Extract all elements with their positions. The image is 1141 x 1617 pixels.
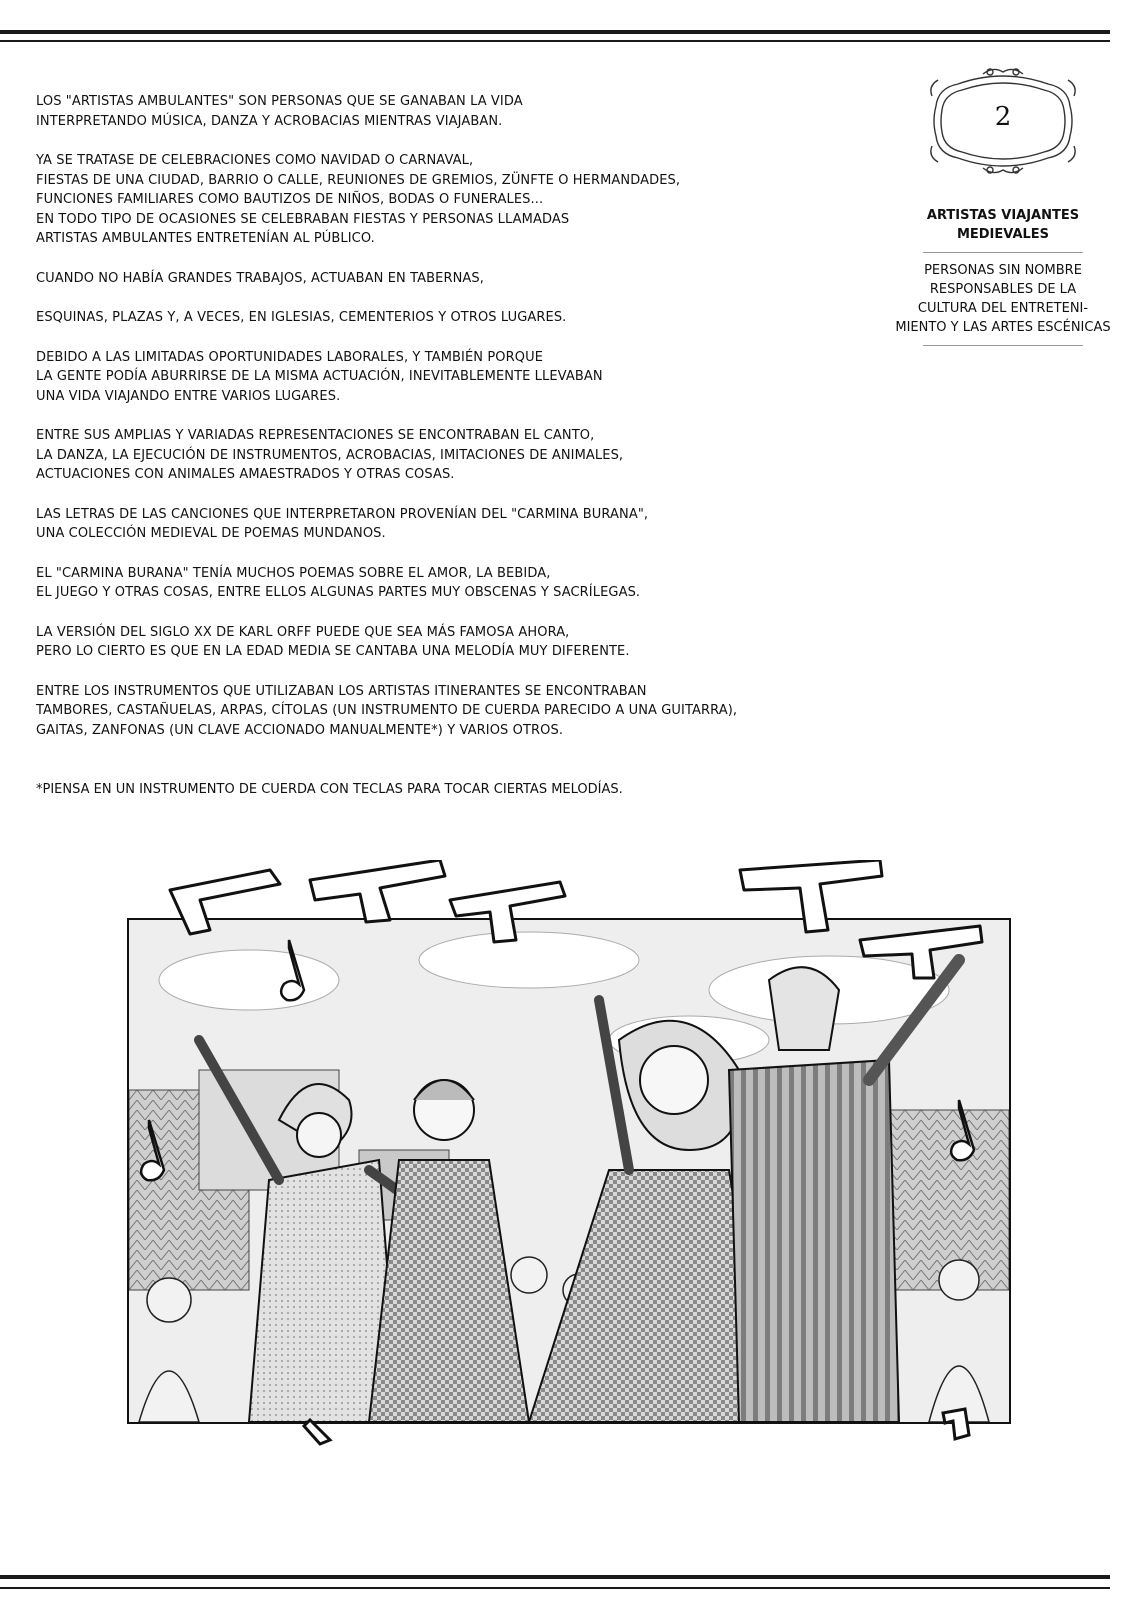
sfx-lettering-top [160,860,1020,980]
paragraph-1: LOS "ARTISTAS AMBULANTES" SON PERSONAS QUE SE GANABAN LA VIDA INTERPRETANDO MÚSICA, DANZA Y ACROBACIAS MIENTRAS VIAJABAN. [36,94,523,129]
paragraph-2: YA SE TRATASE DE CELEBRACIONES COMO NAVIDAD O CARNAVAL, FIESTAS DE UNA CIUDAD, BARRIO O CALLE, REUNIONES DE GREMIOS, ZÜNFTE O HERMANDADES, FUNCIONES FAMILIARES COMO BAUTIZOS DE NIÑOS, BODAS O FUNERALES... EN TODO TIPO DE OCASIONES SE CELEBRABAN FIESTAS Y PERSONAS LLAMADAS ARTISTAS AMBULANTES ENTRETENÍAN AL PÚBLICO. [36,153,681,246]
sfx-lettering-bottom-right [935,1405,995,1445]
sidebar-description: PERSONAS SIN NOMBRE RESPONSABLES DE LA CULTURA DEL ENTRETENI- MIENTO Y LAS ARTES ESCÉNICAS [895,263,1111,335]
paragraph-8: EL "CARMINA BURANA" TENÍA MUCHOS POEMAS SOBRE EL AMOR, LA BEBIDA, EL JUEGO Y OTRAS COSAS, ENTRE ELLOS ALGUNAS PARTES MUY OBSCENAS Y SACRÍLEGAS. [36,565,641,600]
paragraph-7: LAS LETRAS DE LAS CANCIONES QUE INTERPRETARON PROVENÍAN DEL "CARMINA BURANA", UNA COLECCIÓN MEDIEVAL DE POEMAS MUNDANOS. [36,506,649,541]
paragraph-5: DEBIDO A LAS LIMITADAS OPORTUNIDADES LABORALES, Y TAMBIÉN PORQUE LA GENTE PODÍA ABURRIRSE DE LA MISMA ACTUACIÓN, INEVITABLEMENTE LLEVABAN UNA VIDA VIAJANDO ENTRE VARIOS LUGARES. [36,349,603,404]
paragraph-6: ENTRE SUS AMPLIAS Y VARIADAS REPRESENTACIONES SE ENCONTRABAN EL CANTO, LA DANZA, LA EJECUCIÓN DE INSTRUMENTOS, ACROBACIAS, IMITACIONES DE ANIMALES, ACTUACIONES CON ANIMALES AMAESTRADOS Y OTRAS COSAS. [36,428,624,482]
paragraph-9: LA VERSIÓN DEL SIGLO XX DE KARL ORFF PUEDE QUE SEA MÁS FAMOSA AHORA, PERO LO CIERTO ES QUE EN LA EDAD MEDIA SE CANTABA UNA MELODÍA MUY DIFERENTE. [36,624,630,659]
sidebar [888,66,1118,354]
ornamental-frame [928,66,1078,176]
footnote: *PIENSA EN UN INSTRUMENTO DE CUERDA CON TECLAS PARA TOCAR CIERTAS MELODÍAS. [36,782,623,797]
paragraph-10: ENTRE LOS INSTRUMENTOS QUE UTILIZABAN LOS ARTISTAS ITINERANTES SE ENCONTRABAN TAMBORES, CASTAÑUELAS, ARPAS, CÍTOLAS (UN INSTRUMENTO DE CUERDA PARECIDO A UNA GUITARRA), GAITAS, ZANFONAS (UN CLAVE ACCIONADO MANUALMENTE*) Y VARIOS OTROS. [36,683,738,738]
paragraph-3: CUANDO NO HABÍA GRANDES TRABAJOS, ACTUABAN EN TABERNAS, [36,270,484,286]
article-body [36,92,856,760]
top-rule-thick [0,30,1110,34]
bottom-rule-thick [0,1575,1110,1579]
sidebar-title: ARTISTAS VIAJANTES MEDIEVALES [926,208,1080,242]
sidebar-divider-bottom [923,345,1083,346]
paragraph-4: ESQUINAS, PLAZAS Y, A VECES, EN IGLESIAS, CEMENTERIOS Y OTROS LUGARES. [36,310,567,325]
festival-scene-drawing [129,920,1009,1422]
bottom-rule-thin [0,1587,1110,1589]
sidebar-divider-top [923,252,1083,253]
sfx-lettering-bottom-left [300,1410,360,1450]
chapter-number: 2 [994,102,1012,132]
festival-illustration [127,918,1011,1424]
top-rule-thin [0,40,1110,42]
